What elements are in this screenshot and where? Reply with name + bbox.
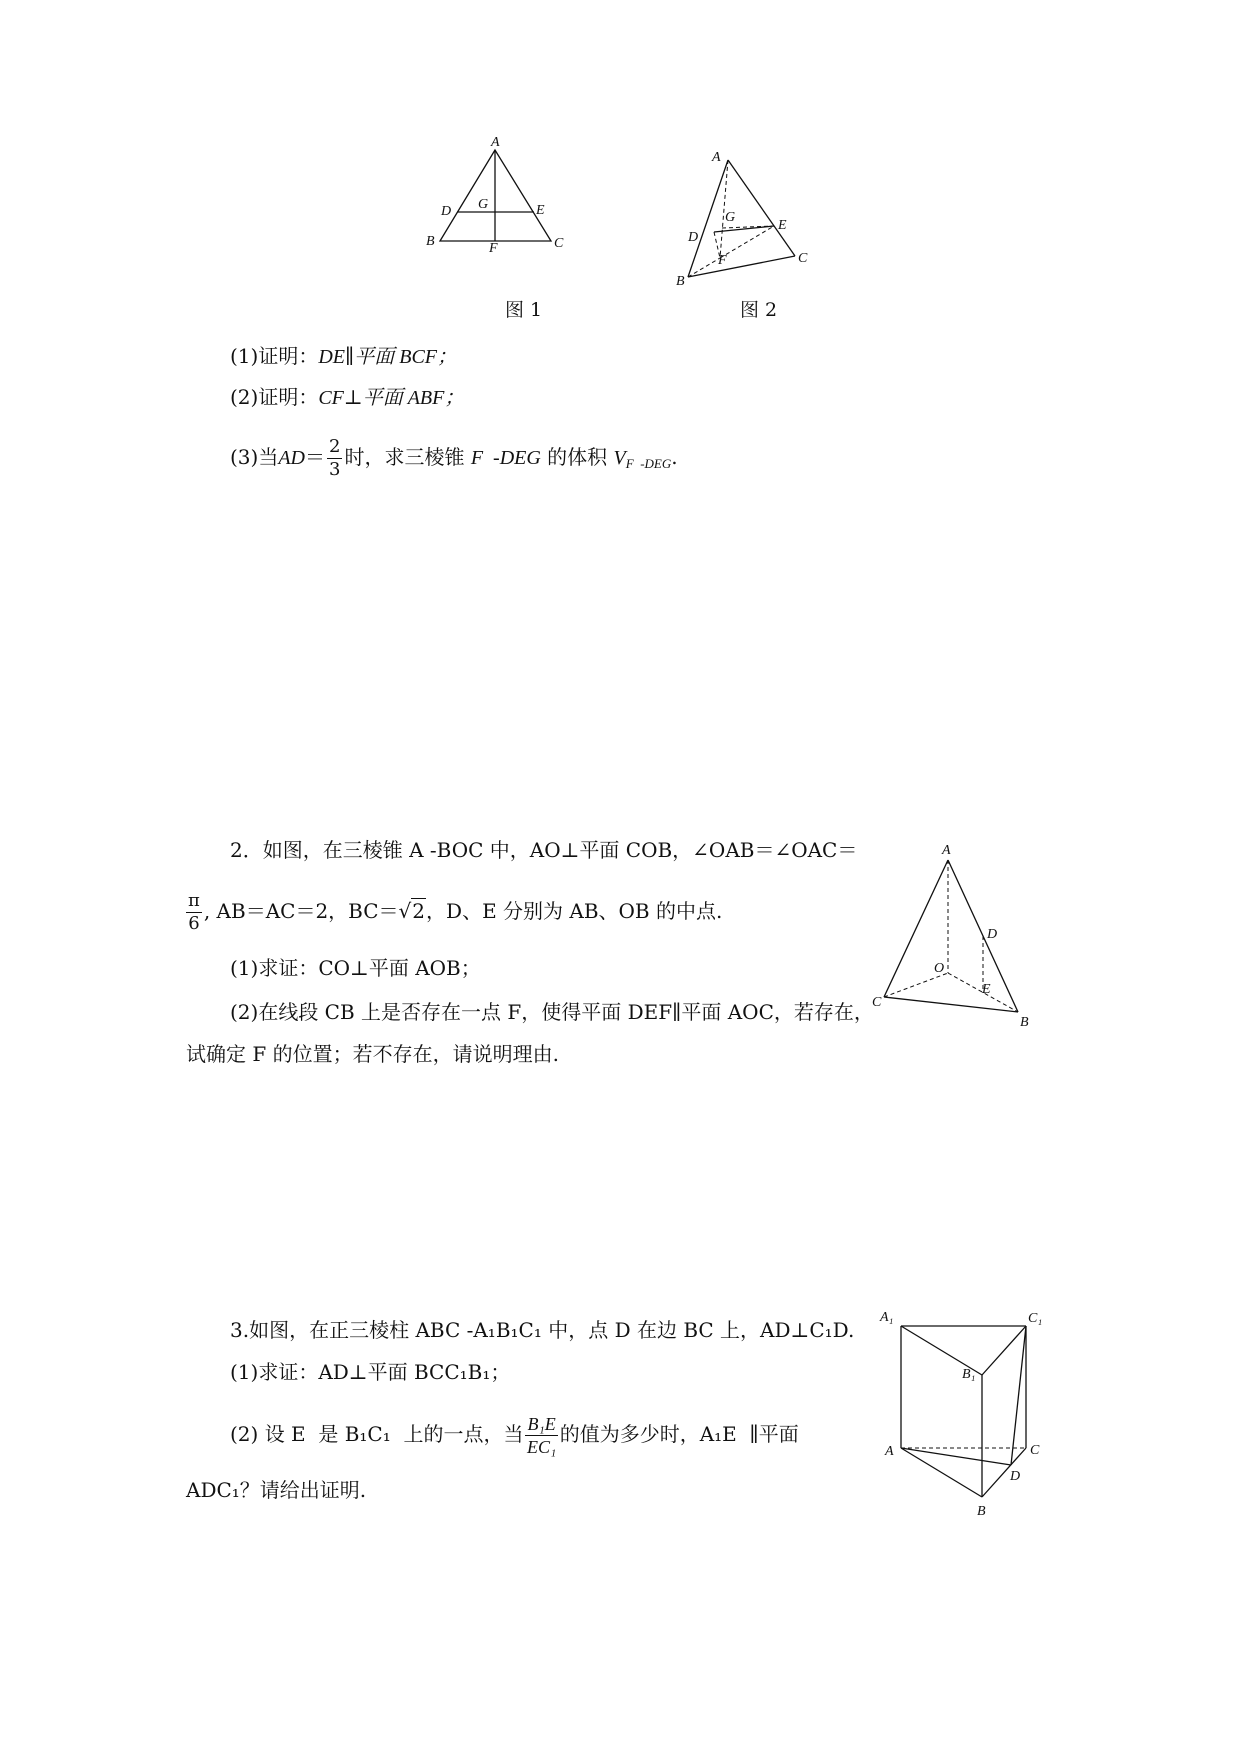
p3-q2b: 的值为多少时，A₁E ∥平面 bbox=[559, 1422, 799, 1446]
fig4-label-D: D bbox=[1010, 1469, 1021, 1484]
p3-q2a: (2) 设 E 是 B₁C₁ 上的一点，当 bbox=[230, 1422, 524, 1446]
p2-sqrt bbox=[411, 899, 426, 923]
p2-line-1: 2．如图，在三棱锥 A -BOC 中，AO⊥平面 COB，∠OAB＝∠OAC＝ bbox=[230, 838, 858, 862]
p3-frac-num: B₁E bbox=[527, 1414, 556, 1434]
fig4-label-C: C bbox=[1030, 1443, 1040, 1458]
p1-q3-prefix: (3)当 bbox=[230, 445, 279, 469]
p2-sqrt-sign: √ bbox=[398, 899, 412, 923]
p2-question-2b: 试确定 F 的位置；若不存在，请说明理由. bbox=[186, 1042, 559, 1066]
fig2-label-F: F bbox=[718, 253, 727, 268]
fig3-label-O: O bbox=[934, 961, 945, 976]
figure-3-pyramid-A-BOC bbox=[870, 840, 1040, 1030]
fig1-label-D: D bbox=[441, 204, 452, 219]
fig1-label-G: G bbox=[478, 197, 489, 212]
p1-q3-vol-sub: F -DEG bbox=[625, 456, 672, 471]
figure-2-caption: 图 2 bbox=[740, 299, 778, 321]
p1-q3-pyramid: F -DEG bbox=[470, 447, 541, 469]
p1-q3-den: 3 bbox=[329, 459, 341, 480]
fig2-label-G: G bbox=[725, 210, 736, 225]
p2-line-2b: ，D、E 分别为 AB、OB 的中点. bbox=[426, 899, 723, 923]
fig3-label-E: E bbox=[982, 982, 991, 997]
p2-six: 6 bbox=[188, 913, 200, 934]
p3-fraction bbox=[525, 1413, 557, 1458]
p1-q3-end: . bbox=[671, 445, 678, 469]
fig2-label-E: E bbox=[778, 218, 787, 233]
fig3-label-B: B bbox=[1020, 1015, 1029, 1030]
p1-q3-fraction bbox=[327, 436, 342, 481]
p3-frac-den: EC₁ bbox=[526, 1437, 557, 1457]
p1-q3-eq: ＝ bbox=[305, 445, 326, 469]
p1-question-2 bbox=[230, 385, 464, 410]
p1-q3-num: 2 bbox=[329, 436, 341, 457]
fig3-label-D: D bbox=[987, 927, 998, 942]
p1-question-3 bbox=[230, 436, 678, 481]
p2-pi: π bbox=[188, 890, 200, 911]
p2-line-2a: , AB＝AC＝2，BC＝ bbox=[203, 899, 399, 923]
fig1-label-F: F bbox=[489, 241, 498, 256]
fig4-label-A1: A₁ bbox=[880, 1310, 894, 1325]
p2-line-2 bbox=[186, 890, 722, 935]
fig1-label-C: C bbox=[554, 236, 564, 251]
p1-q3-var: AD bbox=[278, 447, 306, 469]
fig1-label-A: A bbox=[491, 135, 500, 150]
p1-question-1 bbox=[230, 344, 457, 369]
p3-question-2 bbox=[230, 1413, 799, 1458]
fig2-label-C: C bbox=[798, 251, 808, 266]
p2-pi-over-6 bbox=[186, 890, 202, 935]
p3-question-1: (1)求证：AD⊥平面 BCC₁B₁； bbox=[230, 1360, 511, 1384]
fig1-label-B: B bbox=[426, 234, 435, 249]
figure-1-equilateral-triangle bbox=[420, 130, 580, 260]
p1-q2-prefix: (2)证明： bbox=[230, 385, 319, 409]
p2-sqrt-num: 2 bbox=[412, 899, 426, 923]
p1-q3-tail: 的体积 bbox=[547, 445, 608, 469]
p1-q3-vol: V bbox=[613, 447, 626, 469]
p3-question-2c: ADC₁？请给出证明. bbox=[186, 1478, 367, 1502]
fig1-label-E: E bbox=[536, 203, 545, 218]
p3-line-1: 3.如图，在正三棱柱 ABC -A₁B₁C₁ 中，点 D 在边 BC 上，AD⊥C₁D. bbox=[230, 1318, 855, 1342]
p1-q1-expr: DE∥平面 BCF； bbox=[318, 346, 458, 368]
fig3-label-A: A bbox=[942, 843, 951, 858]
fig2-label-B: B bbox=[676, 274, 685, 289]
fig4-label-B1: B₁ bbox=[962, 1367, 976, 1382]
p1-q1-prefix: (1)证明： bbox=[230, 344, 319, 368]
p1-q2-expr: CF⊥平面 ABF； bbox=[318, 387, 465, 409]
fig2-label-A: A bbox=[712, 150, 721, 165]
fig3-label-C: C bbox=[872, 995, 882, 1010]
fig2-label-D: D bbox=[688, 230, 699, 245]
fig4-label-C1: C₁ bbox=[1028, 1311, 1043, 1326]
figure-2-folded-pyramid bbox=[676, 150, 820, 290]
figure-4-triangular-prism bbox=[880, 1305, 1055, 1535]
fig4-label-A: A bbox=[885, 1444, 894, 1459]
p1-q3-mid: 时，求三棱锥 bbox=[344, 445, 465, 469]
fig4-label-B: B bbox=[977, 1504, 986, 1519]
figure-1-caption: 图 1 bbox=[505, 299, 543, 321]
p2-question-2: (2)在线段 CB 上是否存在一点 F，使得平面 DEF∥平面 AOC，若存在， bbox=[230, 1000, 874, 1024]
p2-question-1: (1)求证：CO⊥平面 AOB； bbox=[230, 956, 481, 980]
